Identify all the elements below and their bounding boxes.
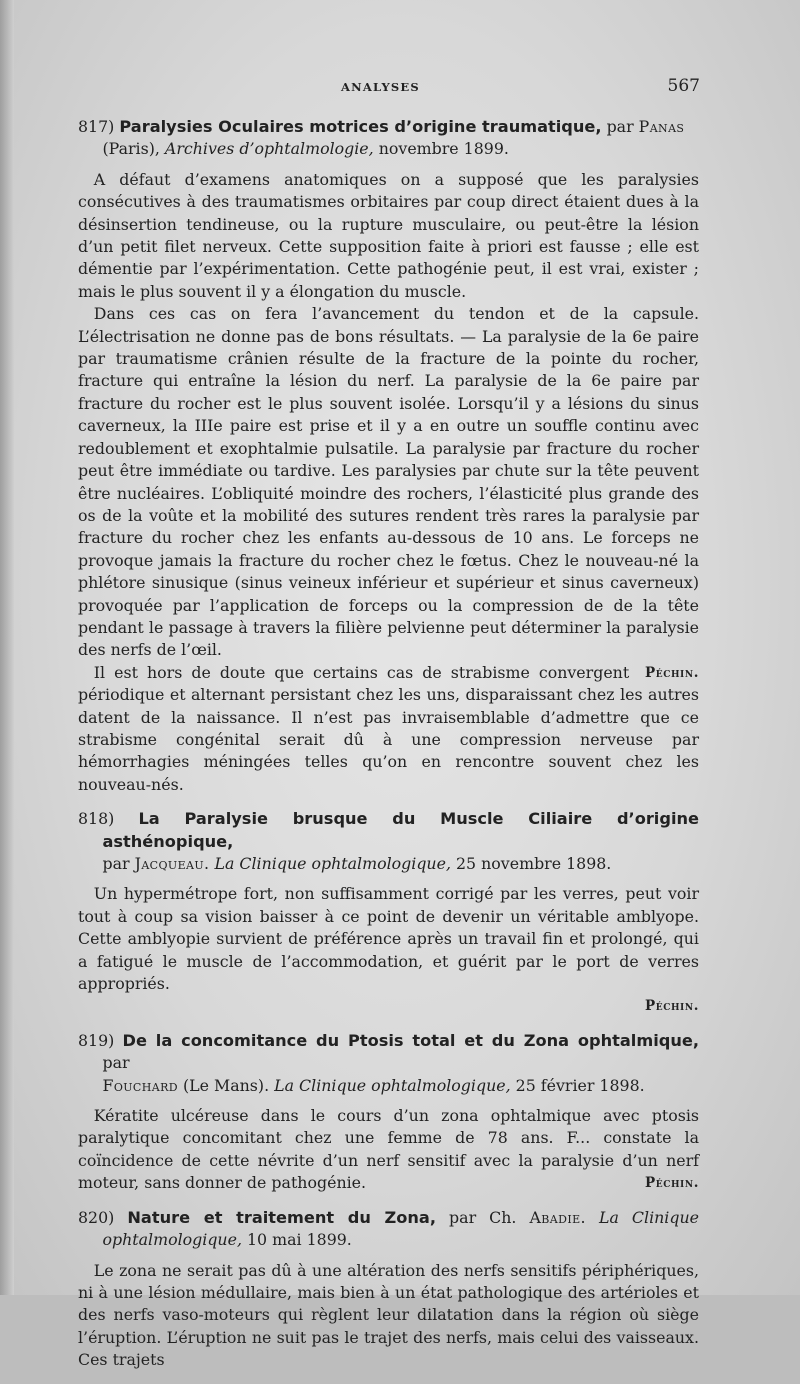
page-header	[78, 76, 700, 100]
entry-title: La Paralysie brusque du Muscle Ciliaire d’origine asthénopique,	[102, 809, 699, 851]
citation-date: 10 mai 1899.	[241, 1230, 352, 1250]
paragraph	[78, 662, 699, 796]
journal-name: Archives d’ophtalmologie,	[164, 139, 374, 159]
author: Jacqueau.	[134, 854, 210, 873]
entry-heading	[78, 808, 699, 875]
author: Fouchard	[102, 1075, 178, 1095]
journal-name: La Clinique ophtalmologique,	[214, 854, 451, 873]
page-number: 567	[667, 76, 700, 96]
abstract-818	[78, 808, 699, 1018]
author: Abadie.	[529, 1207, 586, 1227]
entry-number: 819)	[78, 1030, 115, 1050]
citation-location: (Le Mans).	[178, 1075, 275, 1095]
journal-name: La Clinique ophtalmologique,	[274, 1075, 511, 1095]
by-word: par	[601, 117, 639, 136]
abstract-817	[78, 116, 699, 796]
citation-date: novembre 1899.	[373, 139, 509, 159]
signature: Péchin.	[644, 1175, 699, 1192]
by-word: par	[102, 1053, 130, 1073]
entry-number: 817)	[78, 117, 115, 136]
citation-date: 25 novembre 1898.	[450, 854, 612, 873]
paragraph-text: Il est hors de doute que certains cas de strabisme convergent périodique et alternant persistant chez les uns, disparaissant chez les autres datent de la naissance. Il n’est pas invraisemblable d’admettre que ce strabisme congénital serait dû à une compression nerveuse par hémorrhagies méningées telles qu’on en rencontre souvent chez les nouveau-nés.	[78, 662, 699, 794]
by-word: par Ch.	[436, 1207, 530, 1227]
paragraph: Dans ces cas on fera l’avancement du tendon et de la capsule. L’électrisation ne donne pas de bons résultats. — La paralysie de la 6e paire par traumatisme crânien résulte de la fracture de la pointe du rocher, fracture qui entraîne la lésion du nerf. La paralysie de la 6e paire par fracture du rocher est le plus souvent isolée. Lorsqu’il y a lésions du sinus caverneux, la IIIe paire est prise et il y a en outre un souffle continu avec redoublement et exophtalmie pulsatile. La paralysie par fracture du rocher peut être immédiate ou tardive. Les paralysies par chute sur la tête peuvent être nucléaires. L’obliquité moindre des rochers, l’élasticité plus grande des os de la voûte et la mobilité des sutures rendent très rares la paralysie par fracture du rocher chez les enfants au-dessous de 10 ans. Le forceps ne provoque jamais la fracture du rocher chez le fœtus. Chez le nouveau-né la phlétore sinusique (sinus veineux inférieur et supérieur et sinus caverneux) provoquée par l’application de forceps ou la compression de de la tête pendant le passage à travers la filière pelvienne peut déterminer la paralysie des nerfs de l’œil.	[78, 304, 699, 660]
entry-heading	[78, 1207, 699, 1252]
abstract-819	[78, 1030, 699, 1195]
author: Panas	[638, 117, 685, 136]
entry-number: 818)	[78, 809, 115, 829]
entry-title: Nature et traitement du Zona,	[127, 1207, 436, 1227]
signature: Péchin.	[644, 998, 699, 1015]
page-edge-shadow	[0, 0, 14, 1295]
paragraph: A défaut d’examens anatomiques on a supposé que les paralysies consécutives à des traumatismes orbitaires par coup direct étaient dues à la désinsertion tendineuse, ou la rupture musculaire, ou peut-être la lésion d’un petit filet nerveux. Cette supposition faite à priori est fausse ; elle est démentie par l’expérimentation. Cette pathogénie peut, il est vrai, exister ; mais le plus souvent il y a élongation du muscle.	[78, 169, 699, 301]
paragraph: Le zona ne serait pas dû à une altération des nerfs sensitifs périphériques, ni à une lésion médullaire, mais bien à un état pathologique des artérioles et des nerfs vaso-moteurs qui règlent leur dilatation dans la région où siège l’éruption. L’éruption ne suit pas le trajet des nerfs, mais celui des vaisseaux. Ces trajets	[78, 1260, 699, 1370]
by-word: par	[102, 854, 135, 873]
signature: Péchin.	[644, 664, 699, 681]
entry-title: De la concomitance du Ptosis total et du Zona ophtalmique,	[122, 1030, 699, 1050]
journal-name: La Clinique ophtalmologique,	[102, 1207, 699, 1250]
entry-heading	[78, 1030, 699, 1097]
paragraph: Un hypermétrope fort, non suffisamment corrigé par les verres, peut voir tout à coup sa vision baisser à ce point de devenir un véritable amblyope. Cette amblyopie survient de préférence après un travail fin et prolongé, qui a fatigué le muscle de l’accommodation, et guérit par le port de verres appropriés.	[78, 884, 699, 994]
paragraph	[78, 1105, 699, 1195]
running-head: ANALYSES	[341, 80, 420, 94]
entry-title: Paralysies Oculaires motrices d’origine traumatique,	[119, 117, 602, 136]
entry-number: 820)	[78, 1207, 115, 1227]
citation-date: 25 février 1898.	[510, 1075, 645, 1095]
citation-location: (Paris),	[102, 139, 165, 159]
abstract-820	[78, 1207, 699, 1372]
paragraph-text: Kératite ulcéreuse dans le cours d’un zona ophtalmique avec ptosis paralytique concomitant chez une femme de 78 ans. F... constate la coïncidence de cette névrite d’un nerf sensitif avec la paralysie d’un nerf moteur, sans donner de pathogénie.	[78, 1106, 699, 1193]
article-column	[78, 116, 699, 1384]
entry-heading	[78, 116, 699, 161]
